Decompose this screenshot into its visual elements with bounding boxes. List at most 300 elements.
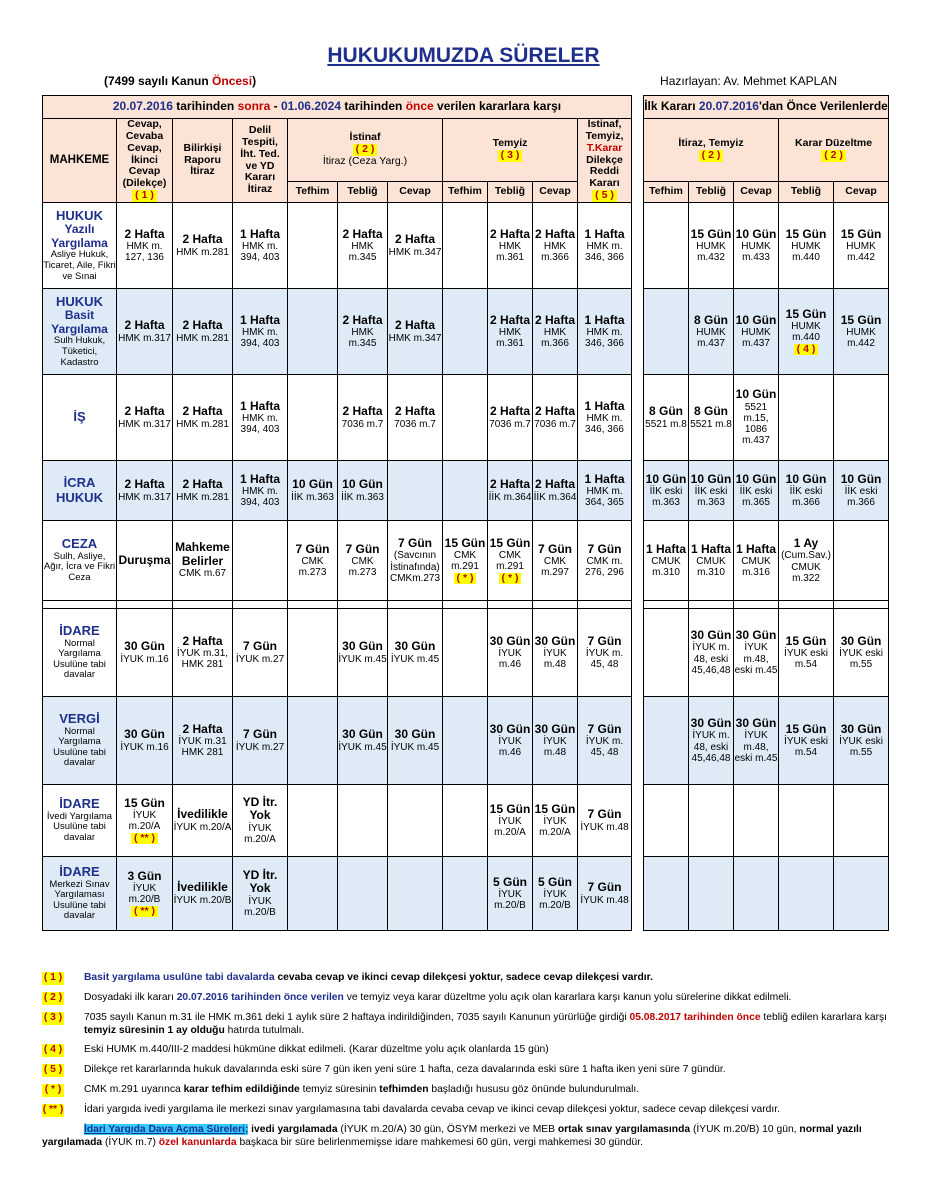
cell-reference: HMK m.366: [541, 327, 569, 350]
table-cell: [834, 857, 889, 931]
cell-reference: İYUK eski m.54: [784, 736, 828, 759]
table-cell: [488, 203, 533, 289]
table-cell: [734, 521, 779, 601]
footnote: [42, 1104, 888, 1117]
footnote-tag: ( 3 ): [43, 1011, 63, 1023]
row-title: CEZA: [61, 536, 98, 552]
table-cell: [443, 609, 488, 697]
table-cell: [288, 521, 338, 601]
table-cell: [578, 857, 632, 931]
cell-duration: 15 Gün: [444, 535, 486, 550]
cell-reference: İYUK m.20/A: [128, 810, 161, 833]
table-cell: [488, 289, 533, 375]
cell-reference: 5521 m.8: [645, 418, 687, 430]
cell-duration: 10 Gün: [735, 471, 777, 486]
table-cell: [779, 461, 834, 521]
table-cell: [173, 785, 233, 857]
col-bilirkisi: Bilirkişi Raporu İtiraz: [173, 119, 233, 203]
table-cell: [488, 375, 533, 461]
cell-reference: İİK eski m.365: [739, 486, 773, 509]
cell-reference: İYUK m.20/B: [244, 895, 276, 918]
row-title-2: Yazılı Yargılama: [51, 222, 108, 250]
cell-duration: 2 Hafta: [342, 404, 383, 419]
cell-reference: İYUK m. 45, 48: [585, 648, 624, 671]
row-title: VERGİ: [59, 710, 100, 726]
cell-reference: CMK m.297: [541, 556, 569, 579]
table-cell: [288, 203, 338, 289]
table-cell: [288, 785, 338, 857]
prepared-by: Hazırlayan: Av. Mehmet KAPLAN: [660, 74, 837, 88]
table-cell: [443, 203, 488, 289]
cell-duration: 1 Hafta: [690, 541, 731, 556]
cell-reference: İYUK m.48: [543, 736, 567, 759]
cell-reference: İİK eski m.363: [649, 486, 683, 509]
cell-duration: 30 Gün: [489, 633, 531, 648]
cell-duration: 7 Gün: [345, 541, 380, 556]
table-cell: [779, 521, 834, 601]
cell-duration: 2 Hafta: [489, 404, 530, 419]
cell-duration: 1 Hafta: [584, 471, 625, 486]
footnote: [42, 972, 888, 985]
table-cell: [734, 289, 779, 375]
cell-duration: 15 Gün: [785, 633, 827, 648]
table-cell: [338, 857, 388, 931]
cell-note-tag: ( * ): [499, 573, 522, 585]
cell-reference: İYUK m.48: [543, 648, 567, 671]
cell-reference: İYUK m.16: [120, 653, 169, 665]
table-cell: [779, 203, 834, 289]
table-cell: [117, 785, 173, 857]
cell-duration: 30 Gün: [342, 727, 383, 742]
table-cell: [233, 521, 288, 601]
footnote-text: İdari yargıda ivedi yargılama ile merkezi sınav yargılamasına tabi davalarda cevaba cevap ve ikinci cevap dilekçesi yoktur, sadece cevap dilekçesi vardır.: [84, 1104, 780, 1116]
cell-reference: 7036 m.7: [341, 418, 384, 430]
row-title: İCRA HUKUK: [56, 474, 103, 505]
table-cell: [288, 289, 338, 375]
sub-tefhim: Tefhim: [288, 182, 338, 203]
footnote-text: Dilekçe ret kararlarında hukuk davalarında eski süre 7 gün iken yeni süre 1 hafta, ceza davalarında eski süre 1 hafta iken yeni süre 7 gündür.: [84, 1064, 726, 1076]
cell-duration: 8 Gün: [693, 404, 728, 419]
table-cell: [117, 461, 173, 521]
cell-reference: HMK m.347: [388, 246, 442, 258]
table-cell: [644, 857, 689, 931]
table-cell: [233, 697, 288, 785]
cell-reference: 5521 m.15, 1086 m.437: [742, 401, 770, 447]
cell-duration: 7 Gün: [587, 880, 622, 895]
footnote-text: 20.07.2016 tarihinden önce verilen: [176, 991, 344, 1003]
table-cell: [117, 289, 173, 375]
table-cell: [734, 609, 779, 697]
cell-reference: HMK m.345: [348, 241, 377, 264]
table-cell: [288, 609, 338, 697]
cell-reference: İYUK m. 45, 48: [585, 736, 624, 759]
cell-duration: 1 Hafta: [645, 541, 686, 556]
table-row: [43, 609, 889, 697]
row-description: İvedi Yargılama Usulüne tabi davalar: [46, 810, 113, 844]
cell-duration: 2 Hafta: [534, 312, 575, 327]
cell-duration: 2 Hafta: [489, 226, 530, 241]
cell-duration: 15 Gün: [534, 801, 576, 816]
row-title: İDARE: [59, 622, 100, 638]
cell-reference: İYUK m.20/B: [173, 894, 232, 906]
footnote-text: Basit yargılama usulüne tabi davalarda: [84, 972, 275, 983]
footnote-text: tefhimden: [379, 1084, 429, 1096]
cell-reference: İİK m.364: [488, 491, 532, 503]
table-cell: [578, 375, 632, 461]
cell-reference: İYUK m.45: [390, 653, 440, 665]
footnote: [42, 1084, 888, 1097]
cell-reference: İYUK m.20/A: [244, 822, 276, 845]
table-row: [43, 697, 889, 785]
cell-duration: 30 Gün: [690, 716, 732, 730]
final-note-text: özel kanunlarda: [158, 1136, 237, 1148]
table-cell: [644, 785, 689, 857]
cell-duration: İvedilikle: [177, 807, 228, 822]
footnote-tag: ( * ): [42, 1084, 64, 1097]
cell-reference: İYUK m.46: [498, 736, 522, 759]
footnote-text: karar tefhim edildiğinde: [183, 1084, 300, 1096]
cell-reference: İİK eski m.363: [694, 486, 728, 509]
table-cell: [779, 609, 834, 697]
cell-duration: 5 Gün: [492, 874, 527, 889]
cell-reference: İYUK m. 48, eski 45,46,48: [691, 730, 731, 764]
table-cell: [233, 203, 288, 289]
footnote-text: CMK m.291 uyarınca: [84, 1084, 184, 1096]
cell-duration: 1 Hafta: [239, 312, 280, 327]
table-cell: [388, 375, 443, 461]
cell-reference: CMUK m.310: [696, 556, 726, 579]
table-cell: [644, 697, 689, 785]
table-cell: [173, 461, 233, 521]
final-note-text: normal yazılı yargılamada: [42, 1123, 862, 1148]
table-cell: [233, 857, 288, 931]
cell-duration: 2 Hafta: [534, 477, 575, 492]
cell-duration: 15 Gün: [489, 535, 531, 550]
cell-reference: İYUK eski m.54: [784, 648, 828, 671]
footnote-text: tebliğ edilen kararlara karşı: [760, 1011, 888, 1023]
page-title: HUKUKUMUZDA SÜRELER: [327, 44, 600, 67]
cell-duration: 7 Gün: [587, 807, 622, 822]
cell-duration: 2 Hafta: [534, 404, 575, 419]
cell-reference: HMK m. 346, 366: [585, 327, 624, 350]
cell-reference: HMK m.281: [176, 491, 229, 503]
cell-reference: (Cum.Sav.) CMUK m.322: [781, 550, 831, 584]
cell-duration: 5 Gün: [537, 874, 572, 889]
table-cell: [578, 203, 632, 289]
cell-reference: HUMK m.437: [741, 327, 771, 350]
table-cell: [443, 857, 488, 931]
cell-note-tag: ( * ): [454, 573, 477, 585]
cell-duration: 2 Hafta: [489, 312, 530, 327]
table-cell: [117, 375, 173, 461]
cell-duration: 10 Gün: [292, 477, 333, 492]
table-cell: [233, 375, 288, 461]
cell-duration: 10 Gün: [840, 471, 882, 486]
cell-duration: Duruşma: [118, 552, 171, 567]
cell-reference: HMK m. 346, 366: [585, 241, 624, 264]
row-header: [43, 857, 117, 931]
cell-reference: İYUK m.16: [120, 741, 169, 753]
table-cell: [233, 461, 288, 521]
table-cell: [388, 521, 443, 601]
final-note-text: ortak sınav yargılamasında: [557, 1123, 691, 1135]
row-title: İŞ: [73, 409, 86, 425]
cell-reference: CMK m.273: [348, 556, 377, 579]
table-cell: [488, 461, 533, 521]
cell-duration: 2 Hafta: [394, 318, 435, 333]
cell-reference: HUMK m.440: [791, 321, 821, 344]
cell-duration: 3 Gün: [127, 868, 162, 883]
cell-duration: 2 Hafta: [124, 404, 165, 419]
cell-reference: İİK m.363: [291, 491, 334, 503]
sub-tefhim: Tefhim: [644, 182, 689, 203]
cell-duration: 15 Gün: [785, 306, 827, 321]
table-row: [43, 857, 889, 931]
table-cell: [834, 521, 889, 601]
cell-duration: 8 Gün: [693, 312, 728, 327]
cell-reference: HMK m.361: [496, 327, 524, 350]
cell-duration: 10 Gün: [690, 471, 732, 486]
col-temyiz: Temyiz ( 3 ): [443, 119, 578, 182]
cell-duration: 30 Gün: [394, 727, 436, 742]
table-cell: [834, 203, 889, 289]
table-cell: [338, 785, 388, 857]
table-cell: [834, 289, 889, 375]
durations-table: [42, 95, 889, 931]
cell-duration: 2 Hafta: [394, 232, 435, 247]
table-cell: [443, 375, 488, 461]
cell-reference: İYUK m.20/B: [494, 889, 526, 912]
cell-duration: 15 Gün: [489, 801, 531, 816]
cell-reference: HMK m.317: [118, 491, 171, 503]
table-cell: [173, 609, 233, 697]
table-cell: [533, 857, 578, 931]
table-cell: [834, 609, 889, 697]
cell-reference: İYUK m.31, HMK 281: [176, 648, 229, 671]
footnote: [42, 1064, 888, 1077]
row-header: [43, 461, 117, 521]
cell-duration: 10 Gün: [785, 471, 827, 486]
row-title: HUKUK: [56, 293, 103, 309]
table-cell: [644, 461, 689, 521]
cell-duration: 15 Gün: [840, 226, 882, 241]
cell-duration: 7 Gün: [242, 639, 277, 654]
table-cell: [233, 289, 288, 375]
table-cell: [173, 289, 233, 375]
table-cell: [288, 857, 338, 931]
cell-reference: HUMK m.433: [741, 241, 771, 264]
cell-reference: İYUK eski m.55: [839, 648, 883, 671]
col-mahkeme: MAHKEME: [43, 119, 117, 203]
cell-duration: 15 Gün: [785, 721, 827, 736]
table-cell: [233, 609, 288, 697]
cell-duration: 1 Hafta: [239, 471, 280, 486]
table-cell: [779, 375, 834, 461]
cell-duration: 7 Gün: [587, 721, 622, 736]
cell-duration: 1 Hafta: [735, 541, 776, 556]
cell-duration: 30 Gün: [735, 628, 777, 642]
cell-duration: 30 Gün: [690, 628, 732, 642]
cell-reference: HMK m. 394, 403: [240, 327, 280, 350]
col-dilekce-reddi: İstinaf, Temyiz, T.Karar Dilekçe Reddi Kararı ( 5 ): [578, 119, 632, 203]
cell-reference: 7036 m.7: [534, 418, 576, 430]
cell-duration: 10 Gün: [735, 226, 777, 241]
table-cell: [173, 857, 233, 931]
table-cell: [578, 697, 632, 785]
cell-reference: İYUK m.48, eski m.45: [734, 642, 778, 676]
table-cell: [288, 697, 338, 785]
cell-duration: 10 Gün: [645, 471, 687, 486]
table-cell: [734, 203, 779, 289]
sub-cevap: Cevap: [734, 182, 779, 203]
table-cell: [533, 203, 578, 289]
cell-duration: 30 Gün: [534, 721, 576, 736]
table-cell: [443, 521, 488, 601]
cell-reference: HUMK m.432: [696, 241, 726, 264]
cell-duration: 2 Hafta: [124, 477, 165, 492]
cell-reference: İYUK m.31 HMK 281: [178, 736, 227, 759]
table-cell: [734, 461, 779, 521]
table-cell: [388, 697, 443, 785]
table-cell: [689, 461, 734, 521]
cell-duration: 30 Gün: [840, 633, 882, 648]
cell-duration: 7 Gün: [397, 536, 432, 550]
row-description: Normal Yargılama Usulüne tabi davalar: [53, 637, 106, 681]
cell-reference: İYUK m.20/A: [173, 821, 232, 833]
table-cell: [689, 609, 734, 697]
cell-duration: 2 Hafta: [489, 477, 530, 492]
cell-duration: 2 Hafta: [394, 404, 435, 419]
cell-duration: İvedilikle: [177, 880, 228, 895]
cell-duration: 7 Gün: [537, 541, 572, 556]
cell-reference: İYUK m.46: [498, 648, 522, 671]
cell-duration: 30 Gün: [124, 639, 165, 654]
final-note-text: (İYUK m.20/A) 30 gün, ÖSYM merkezi ve MEB: [337, 1123, 558, 1135]
final-note-text: başkaca bir süre belirlenmemişse idare mahkemesi 60 gün, vergi mahkemesi 30 gündür.: [236, 1136, 643, 1148]
cell-reference: HUMK m.437: [696, 327, 726, 350]
footnote-text: ve temyiz veya karar düzeltme yolu açık olan kararlara karşı kanun yolu sürelerine dikkat edilmeli.: [343, 991, 792, 1003]
col-itiraz-temyiz: İtiraz, Temyiz ( 2 ): [644, 119, 779, 182]
col-istinaf: İstinaf ( 2 ) İtiraz (Ceza Yarg.): [288, 119, 443, 182]
cell-reference: İYUK m.27: [235, 741, 285, 753]
cell-duration: 2 Hafta: [182, 404, 223, 419]
footnote-text: 7035 sayılı Kanun m.31 ile HMK m.361 deki 1 aylık süre 2 haftaya indirildiğinden, 7035 sayılı Kanunun yürürlüğe girdiği: [84, 1011, 630, 1023]
cell-reference: HMK m. 394, 403: [240, 241, 280, 264]
cell-reference: İYUK m.20/B: [128, 883, 161, 906]
cell-reference: HMK m. 364, 365: [585, 486, 624, 509]
footnote: [42, 992, 888, 1005]
table-cell: [388, 203, 443, 289]
cell-reference: HMK m.366: [541, 241, 569, 264]
footnote-text: başladığı hususu göz önünde bulundurulmalı.: [428, 1084, 640, 1096]
cell-note-tag: ( ** ): [131, 906, 158, 918]
cell-reference: HMK m. 346, 366: [585, 413, 624, 436]
table-cell: [488, 609, 533, 697]
footnote-text: temyiz süresinin 1 ay olduğu: [84, 1024, 225, 1036]
cell-duration: 15 Gün: [690, 226, 732, 241]
table-cell: [533, 697, 578, 785]
footnote-text: temyiz süresinin: [299, 1084, 380, 1096]
table-cell: [578, 521, 632, 601]
table-cell: [443, 461, 488, 521]
cell-reference: HUMK m.442: [846, 327, 876, 350]
footnote-tag: ( 4 ): [43, 1044, 63, 1056]
cell-reference: HMK m.281: [176, 246, 229, 258]
cell-reference: CMUK m.310: [651, 556, 681, 579]
table-row: [43, 785, 889, 857]
cell-reference: CMUK m.316: [741, 556, 771, 579]
table-cell: [117, 697, 173, 785]
final-note-text: (İYUK m.20/B) 10 gün,: [690, 1123, 800, 1135]
footnote-tag: ( 5 ): [43, 1064, 63, 1076]
cell-duration: 30 Gün: [124, 727, 165, 742]
cell-duration: 2 Hafta: [124, 226, 165, 241]
table-cell: [488, 857, 533, 931]
cell-duration: 2 Hafta: [534, 226, 575, 241]
cell-duration: 2 Hafta: [182, 232, 223, 247]
footnote: [42, 1012, 888, 1038]
table-cell: [578, 461, 632, 521]
final-note: [42, 1124, 888, 1150]
cell-reference: (Savcının İstinafında) CMKm.273: [389, 550, 440, 584]
table-cell: [388, 289, 443, 375]
table-cell: [117, 521, 173, 601]
footnote-text: 05.08.2017 tarihinden önce: [629, 1011, 761, 1023]
cell-duration: 1 Hafta: [239, 226, 280, 241]
header-right: İlk Kararı 20.07.2016'dan Önce Verilenlerde: [644, 96, 889, 119]
footnote-tag: ( 1 ): [43, 972, 63, 983]
table-row: [43, 203, 889, 289]
table-cell: [117, 609, 173, 697]
table-cell: [388, 785, 443, 857]
cell-duration: 2 Hafta: [182, 318, 223, 333]
cell-reference: İYUK m.27: [235, 653, 285, 665]
table-cell: [533, 375, 578, 461]
final-note-text: (İYUK m.7): [102, 1136, 159, 1148]
table-cell: [173, 375, 233, 461]
row-header: [43, 375, 117, 461]
table-cell: [338, 609, 388, 697]
table-cell: [644, 203, 689, 289]
cell-duration: 1 Hafta: [239, 398, 280, 413]
cell-duration: 2 Hafta: [182, 721, 223, 736]
table-cell: [533, 521, 578, 601]
cell-duration: 7 Gün: [295, 541, 330, 556]
cell-duration: 30 Gün: [735, 716, 777, 730]
cell-reference: İYUK m.48: [580, 821, 629, 833]
cell-reference: 5521 m.8: [690, 418, 732, 430]
table-cell: [117, 203, 173, 289]
row-header: [43, 289, 117, 375]
table-cell: [488, 521, 533, 601]
cell-reference: HUMK m.440: [791, 241, 821, 264]
table-cell: [779, 697, 834, 785]
table-cell: [689, 697, 734, 785]
header-left: 20.07.2016 tarihinden sonra - 01.06.2024 tarihinden önce verilen kararlara karşı: [43, 96, 632, 119]
table-cell: [443, 697, 488, 785]
sub-teblig: Tebliğ: [488, 182, 533, 203]
sub-teblig: Tebliğ: [338, 182, 388, 203]
table-cell: [578, 289, 632, 375]
cell-note-tag: ( 4 ): [794, 344, 819, 356]
table-cell: [533, 461, 578, 521]
row-header: [43, 521, 117, 601]
cell-reference: HMK m.317: [118, 332, 171, 344]
table-cell: [644, 609, 689, 697]
cell-duration: 7 Gün: [587, 633, 622, 648]
table-cell: [834, 375, 889, 461]
cell-reference: İYUK m.48: [580, 894, 629, 906]
